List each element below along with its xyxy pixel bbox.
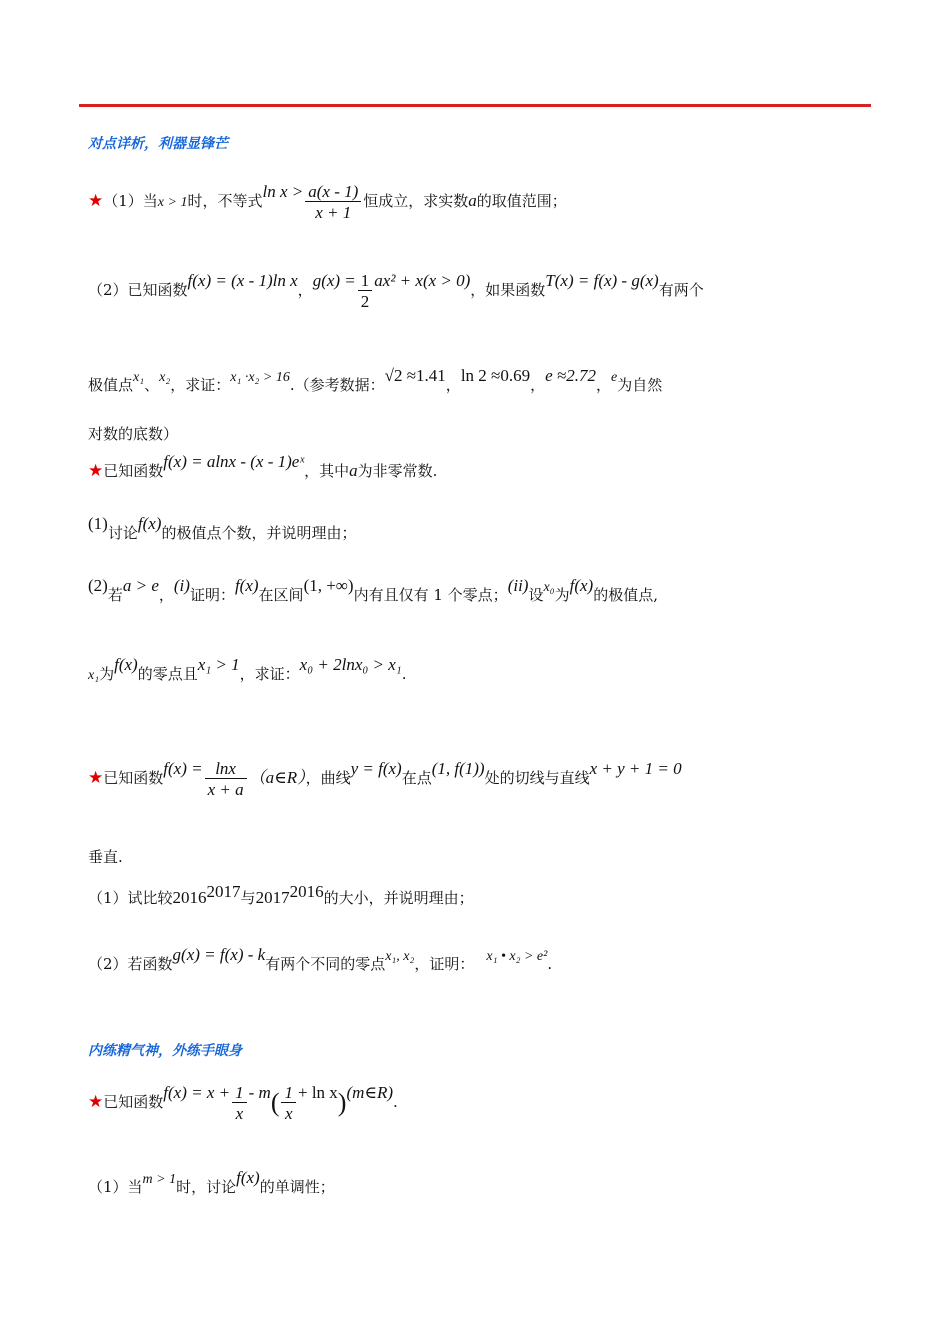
problem-3-line-1: ★已知函数f(x) = $\frac{\ln x}{x + a}$ （a∈R），曲线y = f(x)在点(1, f(1))处的切线与直线x + y + 1 = 0 — [88, 759, 682, 799]
fraction: $\frac{a(x - 1)}{x + 1}$ — [305, 183, 361, 221]
problem-2-q1: (1)讨论f(x)的极值点个数，并说明理由； — [88, 514, 357, 542]
star-icon: ★ — [88, 1092, 104, 1112]
problem-2-q2: (2)若a > e，(i)证明：f(x)在区间(1, +∞)内有且仅有 1 个零点；(ii)设x₀为f(x)的极值点, — [88, 576, 658, 604]
problem-4-line-1: ★已知函数f(x) = x + $\frac{1}{x}$ - m( $\frac{1}{x}$ + ln x)(m∈R). — [88, 1083, 398, 1123]
problem-1-line-1: ★（1）当x > 1时，不等式ln x > $\frac{a(x - 1)}{x + 1}$ 恒成立，求实数a的取值范围； — [88, 182, 567, 222]
problem-2-q2-cont: x₁为f(x)的零点且x₁ > 1，求证：x₀ + 2lnx₀ > x₁. — [88, 655, 407, 683]
star-icon: ★ — [88, 191, 104, 211]
star-icon: ★ — [88, 768, 104, 788]
problem-1-line-3: 极值点x₁、x₂，求证：x₁ ·x₂ > 16.（参考数据：√2 ≈1.41，ln 2 ≈0.69，e ≈2.72，e为自然 — [88, 366, 663, 394]
fraction: $\frac{1}{x}$ — [281, 1084, 296, 1122]
fraction: $\frac{1}{2}$ — [358, 272, 373, 310]
header-rule — [79, 104, 871, 107]
problem-3-q2: （2）若函数g(x) = f(x) - k有两个不同的零点x₁, x₂，证明： x₁ • x₂ > e². — [88, 945, 553, 973]
section-heading: 对点详析，利器显锋芒 — [88, 136, 228, 152]
problem-1-line-4: 对数的底数） — [88, 425, 179, 443]
section-heading: 内练精气神，外练手眼身 — [88, 1043, 242, 1059]
problem-3-line-2: 垂直. — [88, 848, 123, 866]
problem-4-q1: （1）当m > 1时，讨论f(x)的单调性； — [88, 1168, 335, 1196]
problem-2-line-1: ★已知函数f(x) = alnx - (x - 1)eˣ，其中a为非零常数. — [88, 452, 438, 481]
problem-3-q1: （1）试比较$2016^{2017}$与$2017^{2016}$的大小，并说明理由； — [88, 882, 474, 907]
problem-1-line-2: （2）已知函数f(x) = (x - 1)ln x，g(x) = $\frac{1}{2}$ ax² + x(x > 0)，如果函数T(x) = f(x) - g(x)有两个 — [88, 271, 704, 311]
fraction: $\frac{1}{x}$ — [232, 1084, 247, 1122]
star-icon: ★ — [88, 461, 104, 481]
fraction: $\frac{\ln x}{x + a}$ — [205, 760, 247, 798]
